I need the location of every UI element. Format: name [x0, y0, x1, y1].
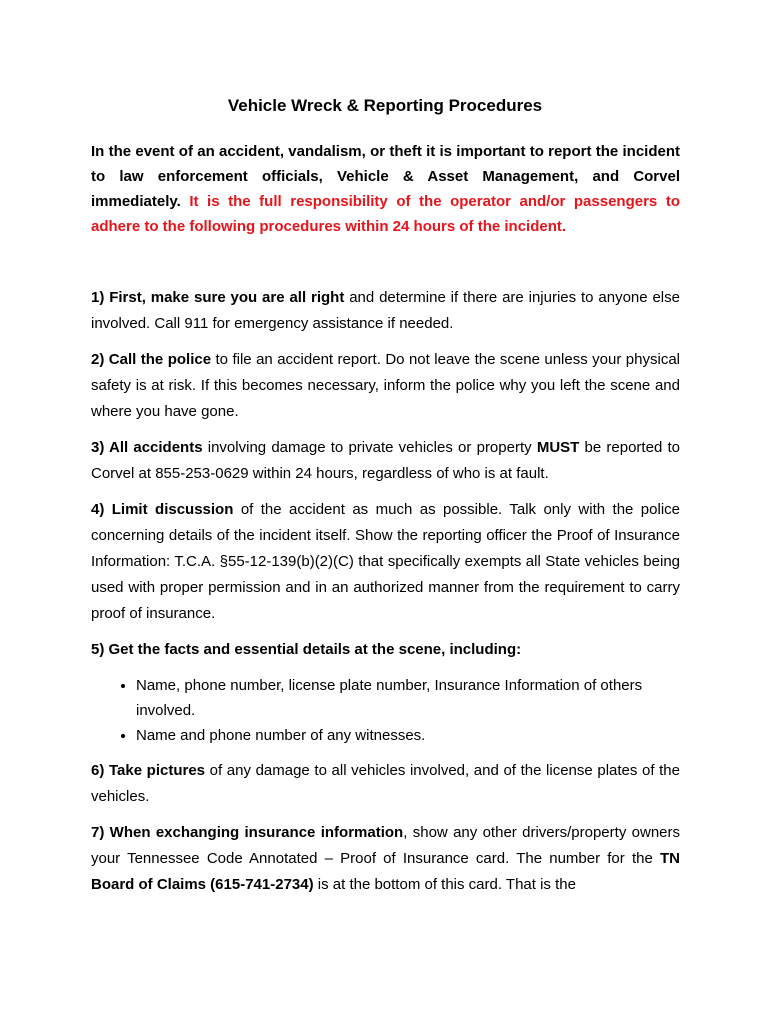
procedure-item-3 [91, 435, 680, 487]
item-text: of the accident as much as possible. Talk only with the police concerning details of the incident itself. Show the reporting officer the Proof of Insurance Information: T.C.A. §55-12-139(b)(2)(C) that specifically exempts all State vehicles being used with proper permission and in an authorized manner from the requirement to carry proof of insurance. [91, 501, 680, 622]
list-item: • Name, phone number, license plate number, Insurance Information of others involved. [136, 673, 680, 723]
page-title: Vehicle Wreck & Reporting Procedures [227, 96, 543, 115]
item-text: of any damage to all vehicles involved, and of the license plates of the vehicles. [91, 762, 680, 805]
must-emphasis: MUST [536, 439, 580, 456]
item-text: and determine if there are injuries to anyone else involved. Call 911 for emergency assistance if needed. [91, 289, 680, 332]
item-text: , show any other drivers/property owners your Tennessee Code Annotated – Proof of Insurance card. The number for the [91, 824, 681, 867]
intro-warning-text: It is the full responsibility of the operator and/or passengers to adhere to the following procedures within 24 hours of the incident. [91, 193, 680, 235]
item-text: involving damage to private vehicles or property [202, 439, 537, 456]
item-text: is at the bottom of this card. That is the [313, 876, 576, 893]
procedure-item-4 [91, 497, 680, 627]
intro-bold-text: In the event of an accident, vandalism, or theft it is important to report the incident to law enforcement officials, Vehicle & Asset Management, and Corvel immediately. [91, 143, 680, 210]
board-of-claims: TN Board of Claims (615-741-2734) [91, 850, 680, 893]
item-lead: 7) When exchanging insurance information [91, 824, 404, 841]
item-lead: 6) Take pictures [91, 762, 206, 779]
item-lead: 5) Get the facts and essential details at the scene, including: [91, 641, 522, 658]
procedure-item-7 [91, 820, 680, 898]
procedure-item-6 [91, 758, 680, 810]
item-text: to file an accident report. Do not leave the scene unless your physical safety is at risk. If this becomes necessary, inform the police why you left the scene and where you have gone. [91, 351, 680, 420]
item-lead: 3) All accidents [91, 439, 203, 456]
item-text: be reported to Corvel at 855-253-0629 within 24 hours, regardless of who is at fault. [91, 439, 680, 482]
intro-paragraph [91, 139, 680, 239]
item-lead: 1) First, make sure you are all right [91, 289, 345, 306]
spacer [91, 239, 680, 285]
facts-list [91, 673, 680, 748]
item-lead: 2) Call the police [91, 351, 212, 368]
procedure-item-1 [91, 285, 680, 337]
procedure-item-5 [91, 637, 680, 663]
list-item: • Name and phone number of any witnesses. [136, 723, 680, 748]
procedure-item-2 [91, 347, 680, 425]
item-lead: 4) Limit discussion [91, 501, 234, 518]
document-body [91, 139, 680, 908]
